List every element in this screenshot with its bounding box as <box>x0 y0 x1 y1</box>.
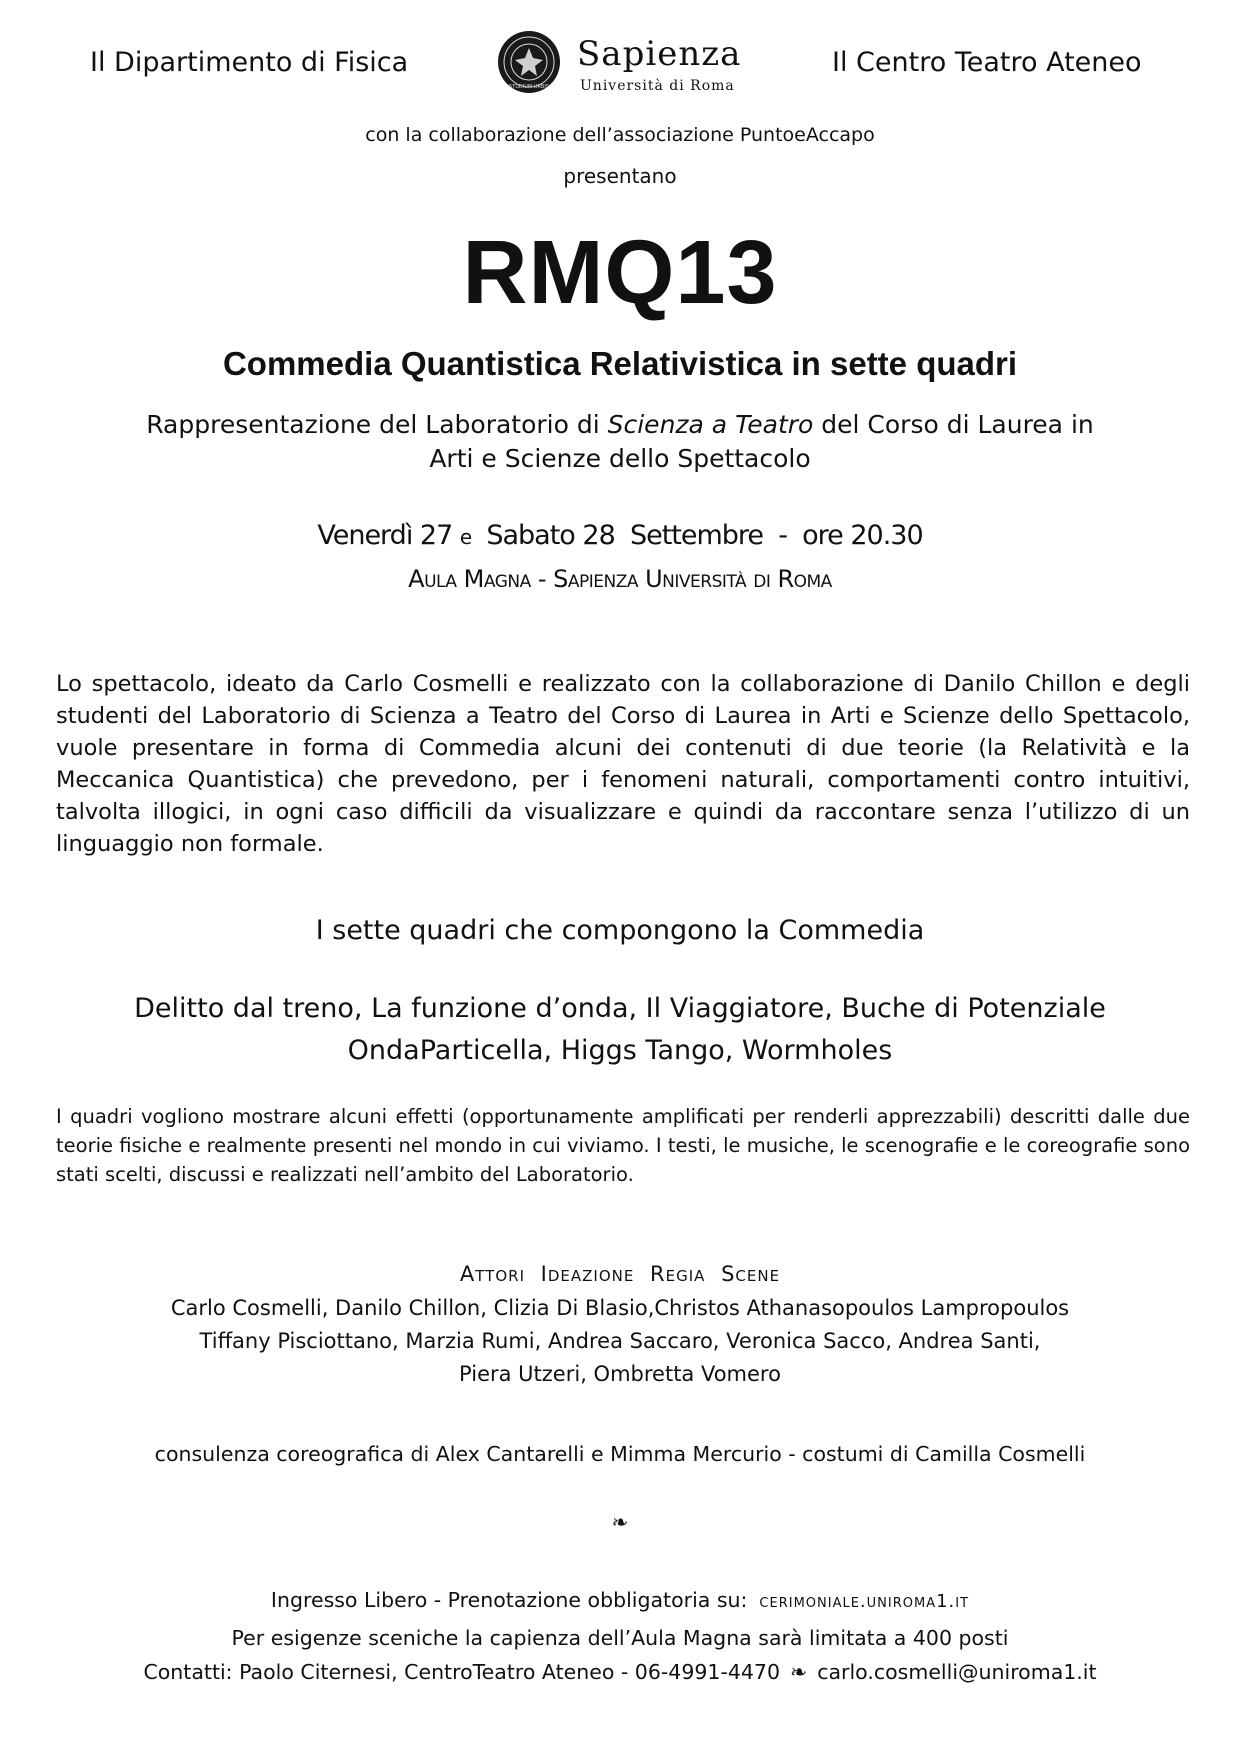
seal-text: STUDIUM URBIS <box>509 84 549 90</box>
credits-list <box>0 1292 1240 1391</box>
booking-link[interactable]: cerimoniale.uniroma1.it <box>759 1591 970 1612</box>
entry-line <box>0 1588 1240 1612</box>
ornament-icon: ❧ <box>611 1510 629 1534</box>
show-title: RMQ13 <box>462 223 778 323</box>
consulting-line: consulenza coreografica di Alex Cantarelli e Mimma Mercurio - costumi di Camilla Cosmelli <box>154 1442 1086 1466</box>
contacts-line <box>0 1660 1240 1684</box>
credits-heading: Attori Ideazione Regia Scene <box>459 1262 781 1286</box>
representation-text <box>0 408 1240 476</box>
description-paragraph: Lo spettacolo, ideato da Carlo Cosmelli e realizzato con la collaborazione di Danilo Chillon e degli studenti del Laboratorio di Scienza a Teatro del Corso di Laurea in Arti e Scienze dello Spettacolo, vuole presentare in forma di Commedia alcuni dei contenuti di due teorie (la Relatività e la Meccanica Quantistica) che prevedono, per i fenomeni naturali, comportamenti contro intuitivi, talvolta illogici, in ogni caso difficili da visualizzare e quindi da raccontare senza l’utilizzo di un linguaggio non formale. <box>56 671 1190 857</box>
date-saturday: Sabato 28 <box>486 520 615 551</box>
date-dash: - <box>778 520 787 551</box>
presentano-line: presentano <box>563 164 677 188</box>
capacity-line: Per esigenze sceniche la capienza dell’Aula Magna sarà limitata a 400 posti <box>231 1626 1009 1650</box>
quadri-line-2: OndaParticella, Higgs Tango, Wormholes <box>347 1035 893 1066</box>
rep-pre: Rappresentazione del Laboratorio di <box>146 410 608 439</box>
contacts-text: Contatti: Paolo Citernesi, CentroTeatro Ateneo - 06-4991-4470 <box>143 1660 781 1684</box>
date-conjunction: e <box>459 525 472 549</box>
date-month: Settembre <box>629 520 764 551</box>
credits-line-1: Carlo Cosmelli, Danilo Chillon, Clizia Di Blasio,Christos Athanasopoulos Lampropoulos <box>170 1296 1070 1320</box>
rep-post: del Corso di Laurea in <box>813 410 1094 439</box>
date-friday: Venerdì 27 <box>317 520 453 551</box>
sapienza-logo <box>497 30 767 100</box>
rep-italic: Scienza a Teatro <box>607 410 814 439</box>
credits-line-3: Piera Utzeri, Ombretta Vomero <box>459 1362 781 1386</box>
rep-line2: Arti e Scienze dello Spettacolo <box>429 444 811 473</box>
quadri-line-1: Delitto dal treno, La funzione d’onda, Il Viaggiatore, Buche di Potenziale <box>134 993 1106 1024</box>
quadri-list <box>0 988 1240 1072</box>
show-subtitle: Commedia Quantistica Relativistica in sette quadri <box>222 345 1018 382</box>
venue-line: Aula Magna - Sapienza Università di Roma <box>408 565 832 593</box>
credits-line-2: Tiffany Pisciottano, Marzia Rumi, Andrea Saccaro, Veronica Sacco, Andrea Santi, <box>199 1329 1041 1353</box>
logo-subtitle: Università di Roma <box>580 78 735 94</box>
logo-name: Sapienza <box>577 34 742 74</box>
quadri-heading: I sette quadri che compongono la Commedia <box>315 915 925 946</box>
theatre-center-label: Il Centro Teatro Ateneo <box>832 47 1142 78</box>
collaboration-line: con la collaborazione dell’associazione PuntoeAccapo <box>365 124 875 146</box>
entry-text: Ingresso Libero - Prenotazione obbligatoria su: <box>270 1588 748 1612</box>
separator-icon: ❧ <box>790 1660 808 1684</box>
date-time: ore 20.30 <box>802 520 923 551</box>
dates-line <box>0 520 1240 551</box>
quadri-note: I quadri vogliono mostrare alcuni effetti (opportunamente amplificati per renderli apprezzabili) descritti dalle due teorie fisiche e realmente presenti nel mondo in cui viviamo. I testi, le musiche, le scenografie e le coreografie sono stati scelti, discussi e realizzati nell’ambito del Laboratorio. <box>56 1105 1190 1186</box>
department-label: Il Dipartimento di Fisica <box>90 47 409 78</box>
contact-email[interactable]: carlo.cosmelli@uniroma1.it <box>817 1660 1097 1684</box>
seal-icon <box>497 30 561 94</box>
